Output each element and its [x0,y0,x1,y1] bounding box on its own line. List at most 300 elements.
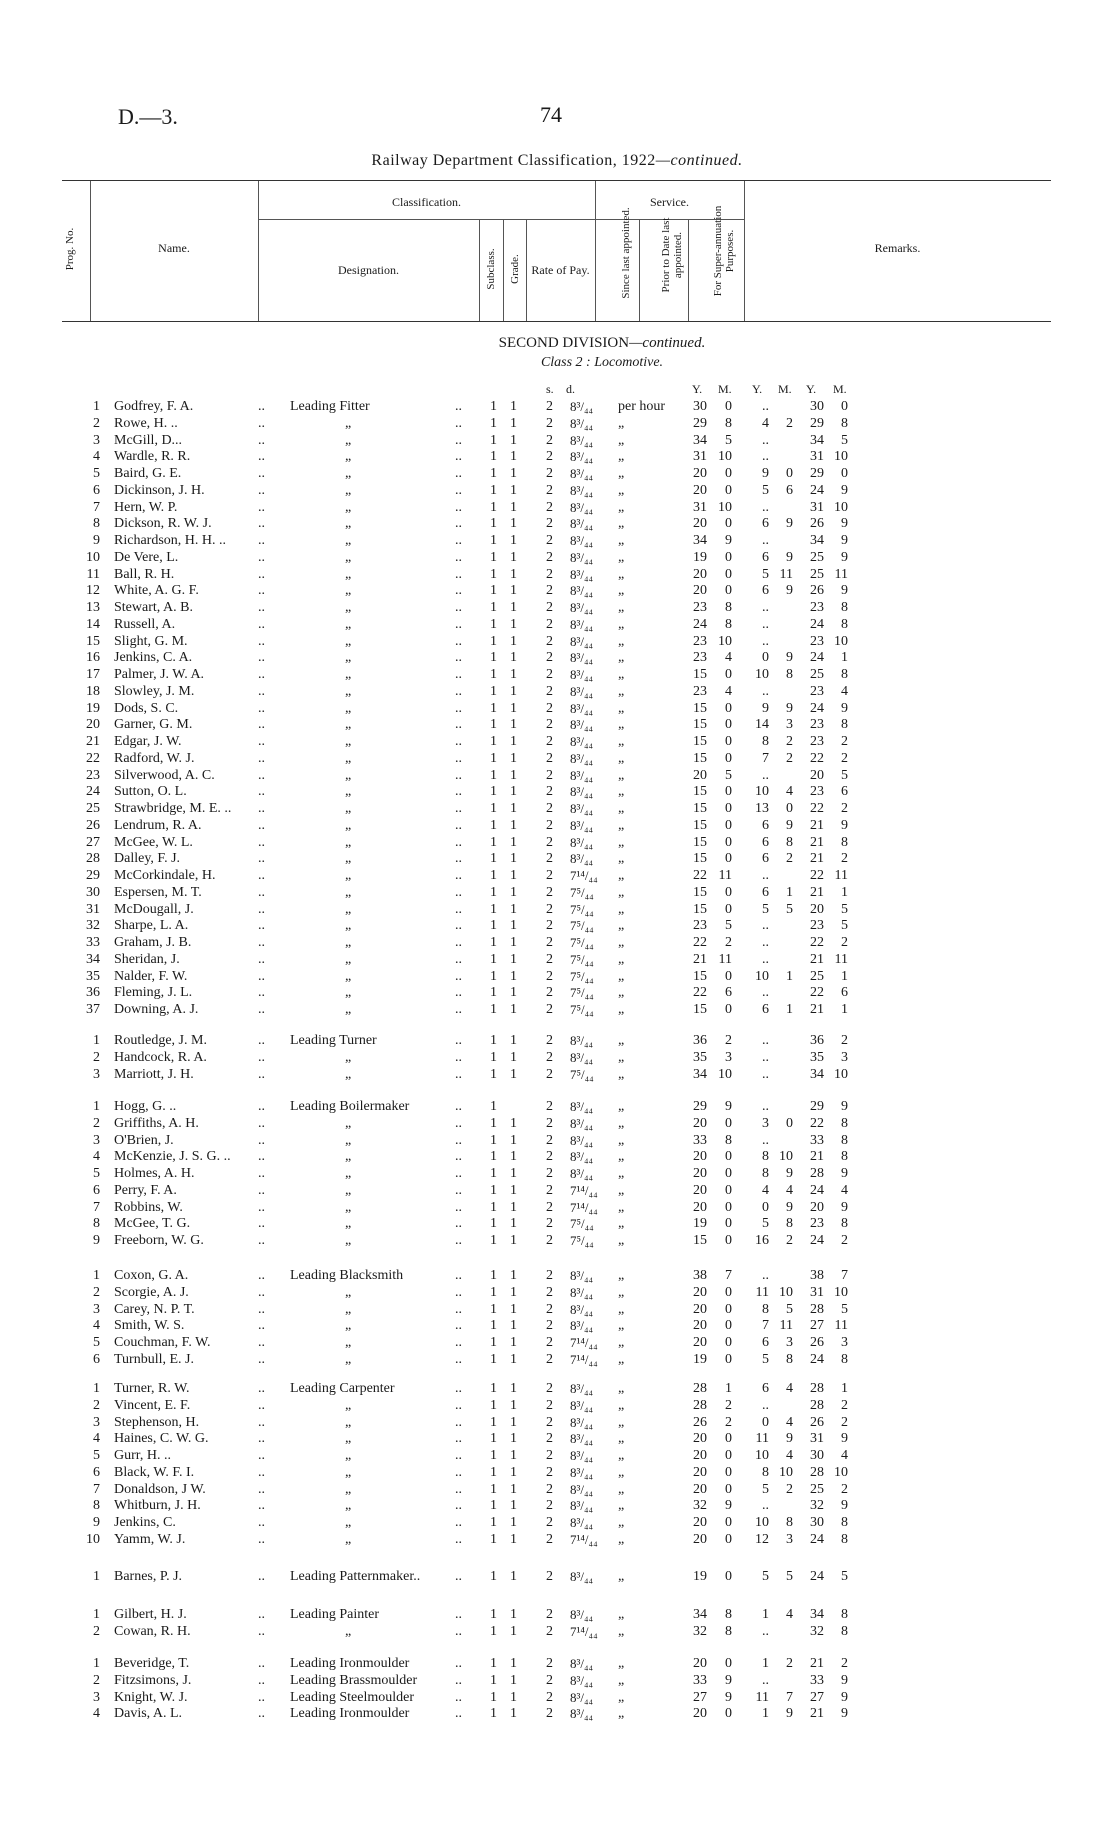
super-months: 2 [841,1033,848,1048]
since-months: 0 [725,901,732,917]
leader-dots: .. [258,1149,265,1165]
super-years: 23 [810,734,824,749]
person-name: Sutton, O. L. [114,784,187,800]
subclass: 1 [490,616,497,632]
super-months: 1 [841,884,848,900]
since-years: 20 [693,566,707,582]
table-row [0,1165,1114,1182]
subclass: 1 [490,1706,497,1722]
table-row [0,1232,1114,1249]
table-row [0,800,1114,817]
since-years: 31 [693,449,707,465]
rate-pence: 8³/₄₄ [570,616,594,632]
designation: „ [345,1199,352,1215]
person-name: Beveridge, T. [114,1656,190,1671]
subclass: 1 [490,834,497,850]
since-years: 19 [693,1351,707,1367]
super-months: 11 [834,951,848,967]
prog-no: 1 [93,1656,100,1671]
table-row [0,767,1114,784]
subclass: 1 [490,767,497,783]
grade: 1 [510,1706,517,1722]
person-name: McKenzie, J. S. G. .. [114,1149,231,1165]
rate-period: „ [618,415,625,431]
rate-period: „ [618,1318,625,1334]
subclass: 1 [490,750,497,766]
person-name: Espersen, M. T. [114,884,202,900]
prog-no: 20 [86,717,100,733]
grade: 1 [510,1431,517,1447]
since-years: 21 [693,951,707,967]
super-years: 22 [810,868,824,883]
subclass: 1 [490,667,497,682]
grade: 1 [510,1623,517,1639]
rate-period: „ [618,1498,625,1514]
person-name: Strawbridge, M. E. .. [114,801,232,816]
prog-no: 5 [93,1335,100,1350]
designation: „ [345,951,352,967]
prog-no: 2 [93,415,100,431]
rate-period: „ [618,1607,625,1622]
grade: 1 [510,533,517,548]
grade: 1 [510,583,517,599]
super-years: 30 [810,399,824,414]
super-years: 28 [810,1464,824,1480]
rate-pence: 8³/₄₄ [570,1706,594,1722]
rate-shillings: 2 [546,1284,553,1300]
grade: 1 [510,1318,517,1334]
designation: „ [345,499,352,515]
leader-dots: .. [258,935,265,950]
person-name: Gurr, H. .. [114,1448,171,1463]
grade: 1 [510,1381,517,1396]
since-months: 5 [725,767,732,783]
table-row [0,1267,1114,1284]
rate-period: „ [618,834,625,850]
prior-months: 4 [786,1448,793,1463]
leader-dots: .. [258,1381,265,1396]
since-months: 0 [725,817,732,833]
leader-dots: .. [258,1569,265,1584]
table-row [0,1497,1114,1514]
rate-shillings: 2 [546,1498,553,1514]
since-months: 8 [725,600,732,615]
rate-shillings: 2 [546,817,553,833]
designation: Leading Brassmoulder [290,1672,418,1688]
grade: 1 [510,650,517,666]
leader-dots: .. [258,1498,265,1514]
super-years: 34 [810,432,824,448]
rate-shillings: 2 [546,801,553,816]
super-years: 23 [810,633,824,649]
grade: 1 [510,1284,517,1300]
prior-years: .. [762,1498,769,1514]
rate-pence: 8³/₄₄ [570,1656,594,1671]
person-name: Ball, R. H. [114,566,175,582]
rate-period: „ [618,1216,625,1232]
rate-period: „ [618,1002,625,1017]
leader-dots: .. [455,1498,462,1514]
super-years: 20 [810,767,824,783]
leader-dots: .. [258,1182,265,1198]
prior-years: .. [762,1049,769,1065]
prior-years: 5 [762,482,769,498]
grade: 1 [510,951,517,967]
since-months: 0 [725,1464,732,1480]
subclass: 1 [490,1115,497,1131]
rate-period: „ [618,1066,625,1082]
subclass: 1 [490,1623,497,1639]
rate-pence: 8³/₄₄ [570,717,594,733]
rate-pence: 8³/₄₄ [570,1318,594,1334]
designation: „ [345,1623,352,1639]
leader-dots: .. [455,1381,462,1396]
super-years: 31 [810,1431,824,1447]
super-months: 9 [841,1199,848,1215]
leader-dots: .. [258,533,265,548]
subclass: 1 [490,1431,497,1447]
rate-period: „ [618,1268,625,1283]
super-months: 9 [841,1431,848,1447]
person-name: Radford, W. J. [114,750,195,766]
prior-years: .. [762,449,769,465]
rate-pence: 8³/₄₄ [570,466,594,481]
subclass: 1 [490,901,497,917]
prior-months: 11 [779,566,793,582]
designation: „ [345,1233,352,1248]
since-months: 10 [718,633,732,649]
table-row [0,1317,1114,1334]
subclass: 1 [490,1033,497,1048]
since-years: 33 [693,1672,707,1688]
leader-dots: .. [455,767,462,783]
prior-months: 1 [786,884,793,900]
super-years: 21 [810,951,824,967]
prior-months: 2 [786,851,793,867]
prog-no: 10 [86,549,100,565]
rate-shillings: 2 [546,1481,553,1497]
leader-dots: .. [258,918,265,934]
since-months: 10 [718,499,732,515]
super-years: 26 [810,1335,824,1350]
since-years: 20 [693,482,707,498]
prior-months: 6 [786,482,793,498]
leader-dots: .. [455,583,462,599]
grade: 1 [510,935,517,950]
table-row [0,549,1114,566]
since-years: 22 [693,868,707,883]
prog-no: 3 [93,1414,100,1430]
subclass: 1 [490,1689,497,1705]
leader-dots: .. [258,683,265,699]
super-months: 8 [841,1132,848,1148]
grade: 1 [510,1149,517,1165]
rate-pence: 8³/₄₄ [570,1381,594,1396]
super-years: 29 [810,415,824,431]
leader-dots: .. [455,1448,462,1463]
rate-period: „ [618,1335,625,1350]
rate-period: „ [618,968,625,984]
prior-years: 8 [762,1149,769,1165]
rate-shillings: 2 [546,683,553,699]
super-years: 25 [810,566,824,582]
table-row [0,867,1114,884]
table-row [0,1066,1114,1083]
subclass: 1 [490,1002,497,1017]
prior-years: .. [762,1132,769,1148]
person-name: Carey, N. P. T. [114,1301,195,1317]
rate-period: „ [618,1706,625,1722]
rate-pence: 8³/₄₄ [570,734,594,749]
prog-no: 1 [93,1099,100,1114]
prior-months: 4 [786,1381,793,1396]
since-years: 20 [693,1182,707,1198]
super-years: 27 [810,1318,824,1334]
prog-no: 6 [93,1182,100,1198]
designation: „ [345,432,352,448]
header-rule [688,219,689,321]
leader-dots: .. [455,851,462,867]
grade: 1 [510,499,517,515]
leader-dots: .. [258,1166,265,1181]
designation: „ [345,449,352,465]
designation: „ [345,985,352,1001]
rate-shillings: 2 [546,667,553,682]
subclass: 1 [490,1381,497,1396]
rate-shillings: 2 [546,1268,553,1283]
rate-pence: 7⁵/₄₄ [570,1216,594,1232]
table-row [0,1215,1114,1232]
since-months: 9 [725,533,732,548]
rate-period: „ [618,935,625,950]
rate-shillings: 2 [546,1414,553,1430]
rate-shillings: 2 [546,1049,553,1065]
leader-dots: .. [455,1656,462,1671]
grade: 1 [510,1335,517,1350]
super-months: 9 [841,1706,848,1722]
table-row [0,817,1114,834]
rate-period: „ [618,1623,625,1639]
leader-dots: .. [258,884,265,900]
leader-dots: .. [455,1284,462,1300]
table-row [0,1001,1114,1018]
leader-dots: .. [455,1531,462,1547]
subclass: 1 [490,717,497,733]
since-years: 24 [693,616,707,632]
rate-period: „ [618,868,625,883]
since-months: 0 [725,1166,732,1181]
leader-dots: .. [258,415,265,431]
rate-pence: 8³/₄₄ [570,1481,594,1497]
leader-dots: .. [258,1099,265,1114]
person-name: Edgar, J. W. [114,734,182,749]
since-years: 19 [693,549,707,565]
designation: „ [345,1132,352,1148]
subclass: 1 [490,549,497,565]
subclass: 1 [490,432,497,448]
subclass: 1 [490,633,497,649]
section-title [0,335,1114,352]
table-row [0,1568,1114,1585]
rate-period: „ [618,1233,625,1248]
designation: „ [345,1498,352,1514]
since-months: 4 [725,683,732,699]
prior-years: 10 [755,1448,769,1463]
prior-years: 5 [762,566,769,582]
subclass: 1 [490,449,497,465]
leader-dots: .. [258,1607,265,1622]
rate-period: „ [618,667,625,682]
grade: 1 [510,616,517,632]
prog-no: 6 [93,482,100,498]
person-name: Palmer, J. W. A. [114,667,205,682]
leader-dots: .. [455,1515,462,1530]
leader-dots: .. [455,466,462,481]
super-years: 34 [810,533,824,548]
leader-dots: .. [455,533,462,548]
since-months: 4 [725,650,732,666]
rate-period: „ [618,851,625,867]
since-months: 0 [725,1656,732,1671]
leader-dots: .. [455,566,462,582]
rate-pence: 8³/₄₄ [570,432,594,448]
table-row [0,1606,1114,1623]
prior-years: 4 [762,1182,769,1198]
rate-period: „ [618,683,625,699]
subclass: 1 [490,1397,497,1413]
leader-dots: .. [455,968,462,984]
leader-dots: .. [455,1099,462,1114]
prior-years: .. [762,616,769,632]
rate-period: „ [618,750,625,766]
rate-pence: 8³/₄₄ [570,583,594,599]
super-months: 11 [834,1318,848,1334]
prior-months: 2 [786,1481,793,1497]
super-months: 8 [841,1623,848,1639]
prog-no: 1 [93,1381,100,1396]
designation: „ [345,734,352,749]
rate-shillings: 2 [546,1149,553,1165]
rate-pence: 8³/₄₄ [570,1498,594,1514]
since-years: 15 [693,784,707,800]
prog-no: 7 [93,1481,100,1497]
grade: 1 [510,600,517,615]
super-months: 5 [841,1301,848,1317]
person-name: Dickson, R. W. J. [114,516,212,532]
table-row [0,499,1114,516]
prog-no: 36 [86,985,100,1001]
prior-months: 2 [786,1233,793,1248]
rate-pence: 7¹⁴/₄₄ [570,1623,598,1639]
designation: „ [345,750,352,766]
header-subclass: Subclass. [485,248,497,290]
leader-dots: .. [455,650,462,666]
rate-shillings: 2 [546,935,553,950]
unit-years-super: Y. [806,382,817,396]
since-years: 28 [693,1381,707,1396]
since-months: 0 [725,482,732,498]
grade: 1 [510,1182,517,1198]
leader-dots: .. [455,1318,462,1334]
person-name: Dods, S. C. [114,700,179,716]
person-name: McGee, W. L. [114,834,193,850]
designation: „ [345,767,352,783]
grade: 1 [510,784,517,800]
leader-dots: .. [258,399,265,414]
since-months: 2 [725,1397,732,1413]
prog-no: 1 [93,1569,100,1584]
since-years: 20 [693,583,707,599]
leader-dots: .. [258,432,265,448]
since-years: 15 [693,801,707,816]
super-years: 21 [810,851,824,867]
rate-pence: 7¹⁴/₄₄ [570,1351,598,1367]
prog-no: 3 [93,1689,100,1705]
since-years: 15 [693,817,707,833]
prior-years: .. [762,1099,769,1114]
prog-no: 3 [93,1066,100,1082]
designation: Leading Ironmoulder [290,1706,410,1722]
super-years: 20 [810,901,824,917]
prior-years: 6 [762,851,769,867]
table-row [0,633,1114,650]
person-name: Lendrum, R. A. [114,817,202,833]
table-row [0,1689,1114,1706]
prog-no: 7 [93,1199,100,1215]
rate-pence: 8³/₄₄ [570,750,594,766]
rate-shillings: 2 [546,1166,553,1181]
prog-no: 5 [93,1166,100,1181]
table-row [0,465,1114,482]
prior-years: 11 [755,1431,769,1447]
prog-no: 5 [93,1448,100,1463]
super-months: 10 [834,633,848,649]
super-years: 23 [810,918,824,934]
person-name: Graham, J. B. [114,935,192,950]
leader-dots: .. [455,1335,462,1350]
designation: „ [345,1531,352,1547]
leader-dots: .. [258,1132,265,1148]
since-months: 0 [725,1182,732,1198]
since-years: 23 [693,683,707,699]
person-name: Donaldson, J W. [114,1481,206,1497]
rate-pence: 7⁵/₄₄ [570,884,594,900]
prior-months: 0 [786,801,793,816]
unit-months-super: M. [833,382,847,396]
since-months: 0 [725,1284,732,1300]
grade: 1 [510,968,517,984]
since-years: 33 [693,1132,707,1148]
subclass: 1 [490,884,497,900]
grade: 1 [510,868,517,883]
leader-dots: .. [455,717,462,733]
super-months: 9 [841,516,848,532]
leader-dots: .. [258,1033,265,1048]
table-row [0,1115,1114,1132]
super-months: 2 [841,1397,848,1413]
since-months: 9 [725,1099,732,1114]
prior-months: 8 [786,1351,793,1367]
super-months: 5 [841,1569,848,1584]
designation: „ [345,968,352,984]
super-months: 8 [841,1515,848,1530]
prior-years: 6 [762,516,769,532]
leader-dots: .. [455,1066,462,1082]
header-remarks: Remarks. [874,241,921,255]
person-name: Sharpe, L. A. [114,918,189,934]
designation: „ [345,1284,352,1300]
super-months: 9 [841,1689,848,1705]
